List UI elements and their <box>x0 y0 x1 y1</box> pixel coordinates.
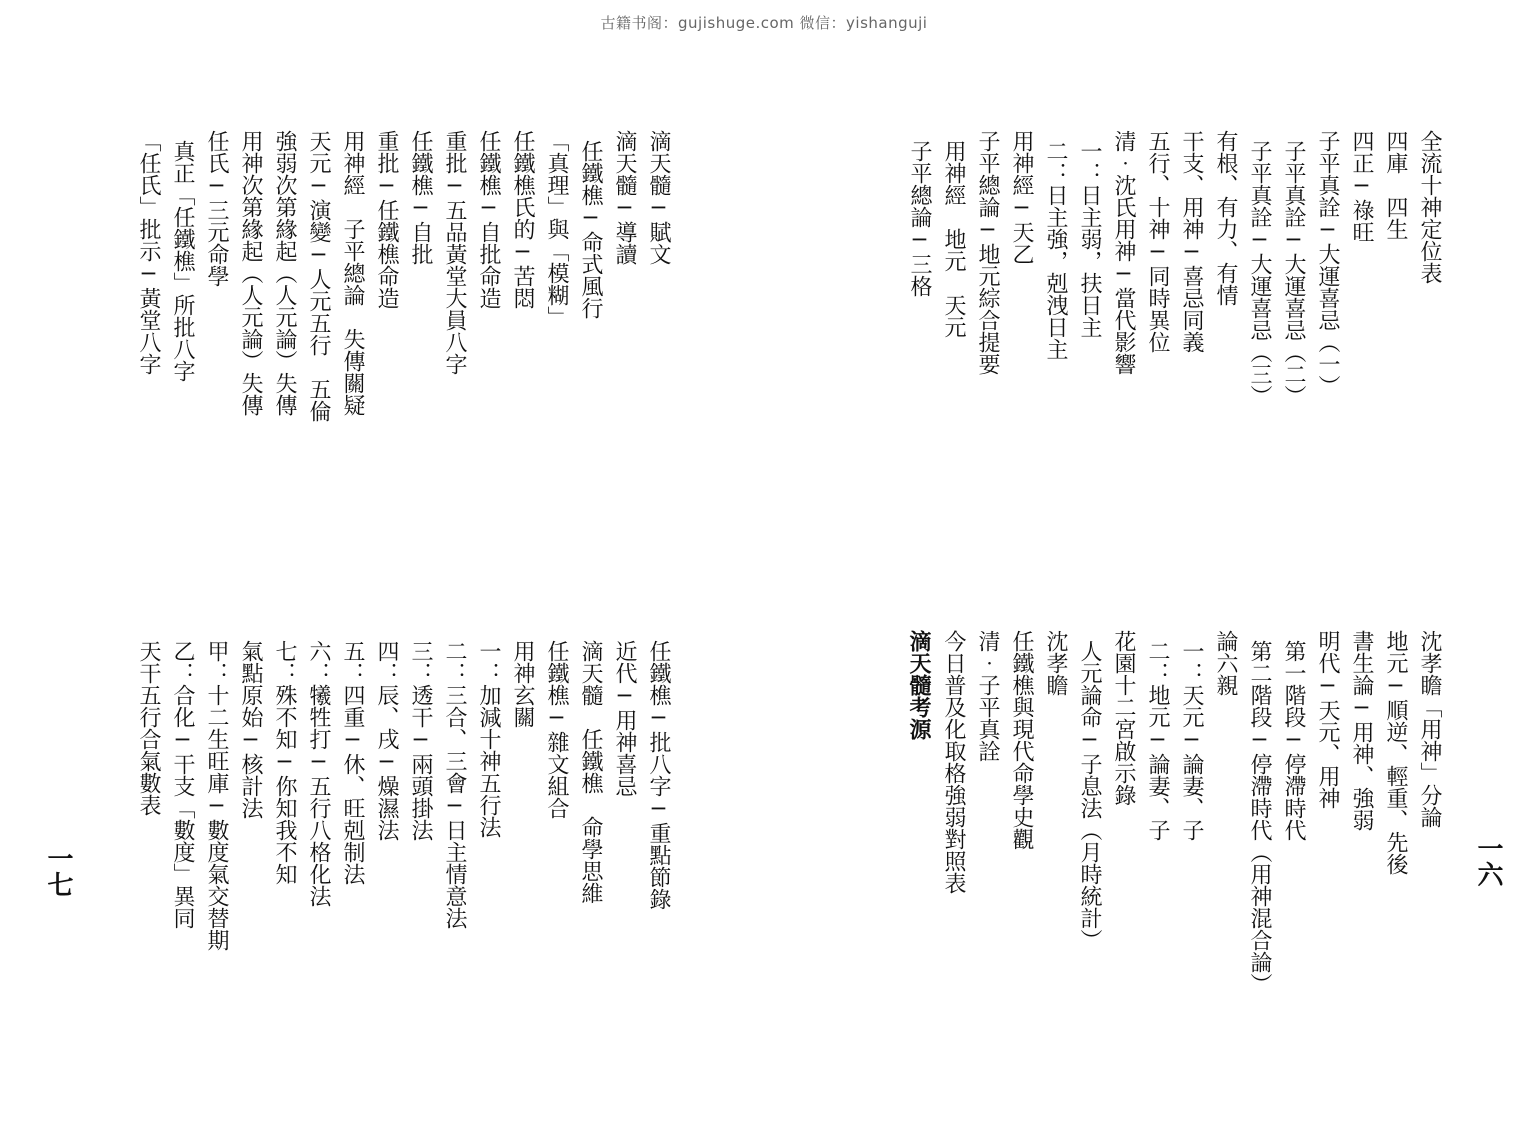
toc-entry <box>936 630 970 1050</box>
toc-entry <box>1038 130 1072 570</box>
toc-entry <box>1310 130 1344 570</box>
toc-entry <box>471 640 505 1080</box>
toc-entry-title: 強弱次第緣起（人元論）失傳 <box>272 130 297 416</box>
toc-entry <box>641 640 675 1080</box>
toc-entry-title: 花園十二宮啟示錄 <box>1111 630 1136 806</box>
toc-entry <box>505 130 539 570</box>
toc-right-bottom <box>846 630 1446 1050</box>
toc-entry-title: 清‧子平真詮 <box>975 630 1000 762</box>
toc-entry-title: 近代─用神喜忌 <box>612 640 637 797</box>
toc-entry-title: 子平總論─三格 <box>907 140 932 297</box>
toc-entry <box>970 130 1004 570</box>
toc-entry <box>902 130 936 570</box>
toc-entry <box>573 640 607 1080</box>
toc-entry-title: 五行、十神─同時異位 <box>1145 130 1170 353</box>
toc-entry-title: 氣點原始─核計法 <box>238 640 263 819</box>
toc-entry <box>539 640 573 1080</box>
toc-entry <box>1310 630 1344 1050</box>
toc-entry <box>199 640 233 1080</box>
toc-entry <box>1378 130 1412 570</box>
toc-entry <box>335 640 369 1080</box>
toc-entry-title: 沈孝瞻「用神」分論 <box>1417 630 1442 828</box>
toc-entry <box>1378 630 1412 1050</box>
toc-entry-title: 五：四重─休、旺剋制法 <box>340 640 365 885</box>
toc-entry <box>301 130 335 570</box>
toc-entry <box>1072 130 1106 570</box>
toc-entry-title: 用神經─天乙 <box>1009 130 1034 265</box>
toc-entry <box>902 630 936 1050</box>
toc-entry <box>267 130 301 570</box>
toc-entry-title: 明代─天元、用神 <box>1315 630 1340 809</box>
toc-entry-title: 子平真詮─大運喜忌（三） <box>1247 140 1272 407</box>
toc-entry-title: 「真理」與「模糊」 <box>544 130 569 328</box>
toc-entry <box>1038 630 1072 1050</box>
toc-entry-title: 「任氏」批示─黃堂八字 <box>136 130 161 375</box>
toc-entry <box>1004 130 1038 570</box>
toc-entry-title: 二：日主強，剋洩日主 <box>1043 140 1068 360</box>
toc-entry <box>1140 130 1174 570</box>
toc-entry-title: 四正─祿旺 <box>1349 130 1374 243</box>
toc-entry-title: 清‧沈氏用神─當代影響 <box>1111 130 1136 375</box>
toc-entry <box>1174 130 1208 570</box>
toc-right-top <box>846 130 1446 570</box>
toc-entry-title: 任鐵樵─自批命造 <box>476 130 501 309</box>
toc-entry <box>1344 630 1378 1050</box>
toc-entry-title: 甲：十二生旺庫─數度氣交替期 <box>204 640 229 951</box>
toc-entry-title: 一：天元─論妻、子 <box>1179 640 1204 841</box>
toc-entry <box>1140 630 1174 1050</box>
toc-entry-title: 任鐵樵─命式風行 <box>578 140 603 319</box>
toc-entry <box>539 130 573 570</box>
toc-entry-title: 一：日主弱，扶日主 <box>1077 140 1102 338</box>
watermark: 古籍书阁：gujishuge.com 微信：yishanguji <box>600 14 928 32</box>
toc-entry-title: 任鐵樵氏的─苦悶 <box>510 130 535 309</box>
toc-entry-title: 滴天髓 任鐵樵 命學思維 <box>578 640 603 904</box>
toc-entry <box>437 130 471 570</box>
toc-entry <box>131 640 165 1080</box>
toc-entry-title: 四：辰、戌─燥濕法 <box>374 640 399 841</box>
toc-entry-title: 沈孝瞻 <box>1043 630 1068 696</box>
toc-entry <box>1242 630 1276 1050</box>
toc-entry-title: 書生論─用神、強弱 <box>1349 630 1374 831</box>
toc-entry <box>131 130 165 570</box>
toc-entry <box>1174 630 1208 1050</box>
toc-entry-title: 子平真詮─大運喜忌（二） <box>1281 140 1306 407</box>
toc-entry <box>607 640 641 1080</box>
toc-entry-title: 二：地元─論妻、子 <box>1145 640 1170 841</box>
toc-entry-title: 任鐵樵─雜文組合 <box>544 640 569 819</box>
toc-entry <box>573 130 607 570</box>
toc-entry <box>165 130 199 570</box>
page-number-left: 一七 <box>43 845 73 897</box>
toc-entry <box>403 130 437 570</box>
toc-entry <box>1106 130 1140 570</box>
toc-entry-title: 有根、有力、有情 <box>1213 130 1238 306</box>
toc-entry-title: 全流十神定位表 <box>1417 130 1442 284</box>
toc-entry-title: 子平真詮─大運喜忌（一） <box>1315 130 1340 397</box>
toc-entry-title: 一：加減十神五行法 <box>476 640 501 838</box>
toc-entry-title: 干支、用神─喜忌同義 <box>1179 130 1204 353</box>
toc-entry <box>471 130 505 570</box>
toc-entry-title: 六：犧牲打─五行八格化法 <box>306 640 331 907</box>
toc-entry-title: 重批─五品黃堂大員八字 <box>442 130 467 375</box>
toc-entry <box>607 130 641 570</box>
toc-entry <box>641 130 675 570</box>
toc-entry <box>233 640 267 1080</box>
toc-entry <box>1242 130 1276 570</box>
toc-entry <box>1208 130 1242 570</box>
toc-entry <box>335 130 369 570</box>
toc-entry <box>437 640 471 1080</box>
toc-entry-title: 任鐵樵─批八字─重點節錄 <box>646 640 671 910</box>
toc-entry-title: 用神經 地元 天元 <box>941 140 966 338</box>
toc-entry-title: 七：殊不知─你知我不知 <box>272 640 297 885</box>
toc-entry <box>1208 630 1242 1050</box>
toc-entry <box>199 130 233 570</box>
toc-entry-title: 四庫 四生 <box>1383 130 1408 240</box>
toc-entry <box>1276 130 1310 570</box>
toc-entry-title: 二：三合、三會─日主情意法 <box>442 640 467 929</box>
toc-entry-title: 滴天髓─導讀 <box>612 130 637 265</box>
toc-entry <box>1072 630 1106 1050</box>
toc-left-bottom <box>80 640 675 1080</box>
toc-entry <box>505 640 539 1080</box>
toc-entry-title: 人元論命─子息法（月時統計） <box>1077 640 1102 951</box>
toc-entry-title: 用神玄關 <box>510 640 535 728</box>
toc-entry-title: 三：透干─兩頭掛法 <box>408 640 433 841</box>
toc-entry-title: 任鐵樵─自批 <box>408 130 433 265</box>
toc-entry-title: 子平總論─地元綜合提要 <box>975 130 1000 375</box>
page-number-right: 一六 <box>1473 835 1503 887</box>
toc-entry <box>267 640 301 1080</box>
toc-entry-title: 重批─任鐵樵命造 <box>374 130 399 309</box>
toc-entry <box>936 130 970 570</box>
toc-entry-title: 第二階段─停滯時代（用神混合論） <box>1247 640 1272 995</box>
toc-entry <box>1344 130 1378 570</box>
toc-entry <box>1004 630 1038 1050</box>
toc-entry-title: 天元─演變─人元五行 五倫 <box>306 130 331 422</box>
toc-entry <box>369 640 403 1080</box>
toc-entry-title: 任氏─三元命學 <box>204 130 229 287</box>
toc-entry <box>165 640 199 1080</box>
toc-entry-title: 真正「任鐵樵」所批八字 <box>170 140 195 382</box>
toc-entry <box>1412 130 1446 570</box>
toc-entry <box>1106 630 1140 1050</box>
toc-entry-title: 乙：合化─干支「數度」異同 <box>170 640 195 929</box>
toc-entry-title: 論六親 <box>1213 630 1238 696</box>
toc-entry-title: 用神次第緣起（人元論）失傳 <box>238 130 263 416</box>
toc-entry <box>301 640 335 1080</box>
toc-entry-title: 地元─順逆、輕重、先後 <box>1383 630 1408 875</box>
toc-entry-title: 今日普及化取格強弱對照表 <box>941 630 966 894</box>
toc-entry-title: 滴天髓─賦文 <box>646 130 671 265</box>
toc-entry <box>970 630 1004 1050</box>
toc-entry <box>403 640 437 1080</box>
toc-left-top <box>80 130 675 570</box>
toc-entry <box>233 130 267 570</box>
toc-entry-title: 滴天髓考源 <box>906 630 932 740</box>
toc-entry-title: 任鐵樵與現代命學史觀 <box>1009 630 1034 850</box>
toc-entry <box>1412 630 1446 1050</box>
toc-entry <box>369 130 403 570</box>
toc-entry-title: 第一階段─停滯時代 <box>1281 640 1306 841</box>
toc-entry-title: 用神經 子平總論 失傳關疑 <box>340 130 365 416</box>
toc-entry <box>1276 630 1310 1050</box>
toc-entry-title: 天干五行合氣數表 <box>136 640 161 816</box>
